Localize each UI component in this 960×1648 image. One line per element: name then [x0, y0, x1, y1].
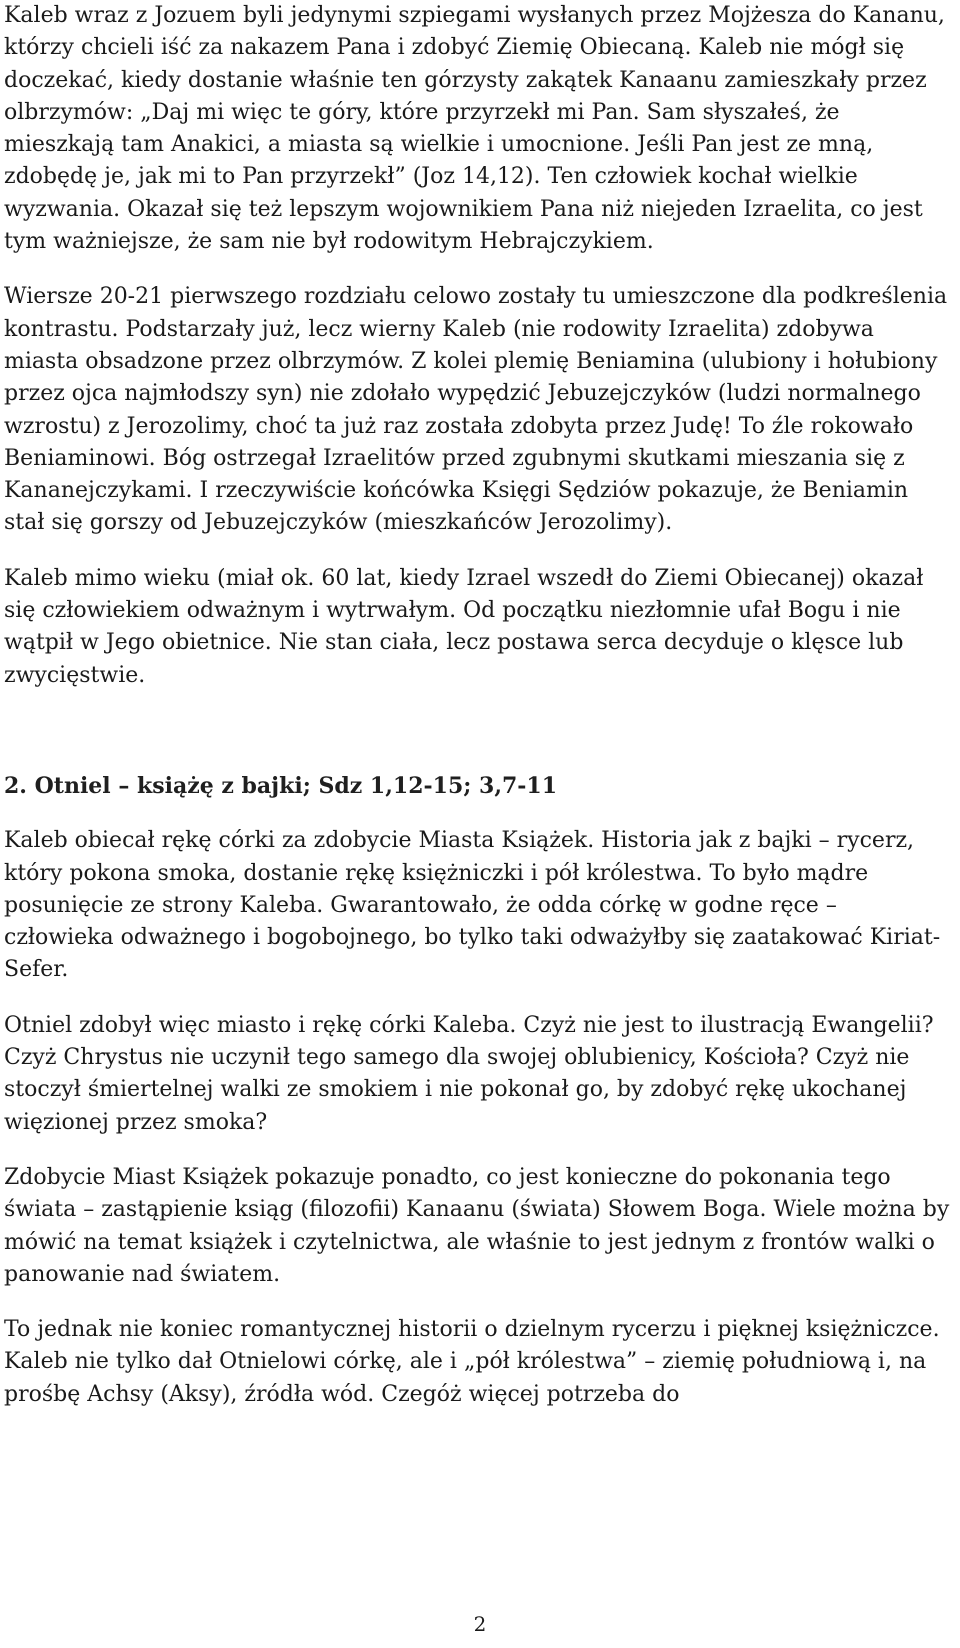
paragraph-otniel-gospel: Otniel zdobył więc miasto i rękę córki Kaleba. Czyż nie jest to ilustracją Ewangelii? Czyż Chrystus nie uczynił tego samego dla swojej oblubienicy, Kościoła? Czyż nie stoczył śmiertelnej walki ze smokiem i nie pokonał go, by zdobyć rękę ukochanej więzionej przez smoka? [4, 1012, 934, 1135]
paragraph-book-city: Kaleb obiecał rękę córki za zdobycie Miasta Książek. Historia jak z bajki – rycerz, który pokona smoka, dostanie rękę księżniczki i pół królestwa. To było mądre posunięcie ze strony Kaleba. Gwarantowało, że odda córkę w godne ręce – człowieka odważnego i bogobojnego, bo tylko taki odważyłby się zaatakować Kiriat-Sefer. [4, 828, 941, 983]
paragraph-verses-contrast: Wiersze 20-21 pierwszego rozdziału celowo zostały tu umieszczone dla podkreślenia kontrastu. Podstarzały już, lecz wierny Kaleb (nie rodowity Izraelita) zdobywa miasta obsadzone przez olbrzymów. Z kolei plemię Beniamina (ulubiony i hołubiony przez ojca najmłodszy syn) nie zdołało wypędzić Jebuzejczyków (ludzi normalnego wzrostu) z Jerozolimy, choć ta już raz została zdobyta przez Judę! To źle rokowało Beniaminowi. Bóg ostrzegał Izraelitów przed zgubnymi skutkami mieszania się z Kananejczykami. I rzeczywiście końcówka Księgi Sędziów pokazuje, że Beniamin stał się gorszy od Jebuzejczyków (mieszkańców Jerozolimy). [4, 284, 948, 536]
paragraph-kaleb-spies: Kaleb wraz z Jozuem byli jedynymi szpiegami wysłanych przez Mojżesza do Kananu, którzy chcieli iść za nakazem Pana i zdobyć Ziemię Obiecaną. Kaleb nie mógł się doczekać, kiedy dostanie właśnie ten górzysty zakątek Kanaanu zamieszkały przez olbrzymów: „Daj mi więc te góry, które przyrzekł mi Pan. Sam słyszałeś, że mieszkają tam Anakici, a miasta są wielkie i umocnione. Jeśli Pan jest ze mną, zdobędę je, jak mi to Pan przyrzekł” (Joz 14,12). Ten człowiek kochał wielkie wyzwania. Okazał się też lepszym wojownikiem Pana niż niejeden Izraelita, co jest tym ważniejsze, że sam nie był rodowitym Hebrajczykiem. [4, 3, 945, 255]
section-heading: 2. Otniel – książę z bajki; Sdz 1,12-15; 3,7-11 [4, 772, 558, 799]
paragraph-romantic-story: To jednak nie koniec romantycznej historii o dzielnym rycerzu i pięknej księżniczce. Kaleb nie tylko dał Otnielowi córkę, ale i „pół królestwa” – ziemię południową i, na prośbę Achsy (Aksy), źródła wód. Czegóż więcej potrzeba do [4, 1317, 940, 1407]
paragraph-books-world: Zdobycie Miast Książek pokazuje ponadto, co jest konieczne do pokonania tego świata – zastąpienie ksiąg (filozofii) Kanaanu (świata) Słowem Boga. Wiele można by mówić na temat książek i czytelnictwa, ale właśnie to jest jednym z frontów walki o panowanie nad światem. [4, 1164, 950, 1287]
paragraph-kaleb-age: Kaleb mimo wieku (miał ok. 60 lat, kiedy Izrael wszedł do Ziemi Obiecanej) okazał się człowiekiem odważnym i wytrwałym. Od początku niezłomnie ufał Bogu i nie wątpił w Jego obietnice. Nie stan ciała, lecz postawa serca decyduje o klęsce lub zwycięstwie. [4, 565, 924, 688]
page-number: 2 [473, 1612, 487, 1636]
